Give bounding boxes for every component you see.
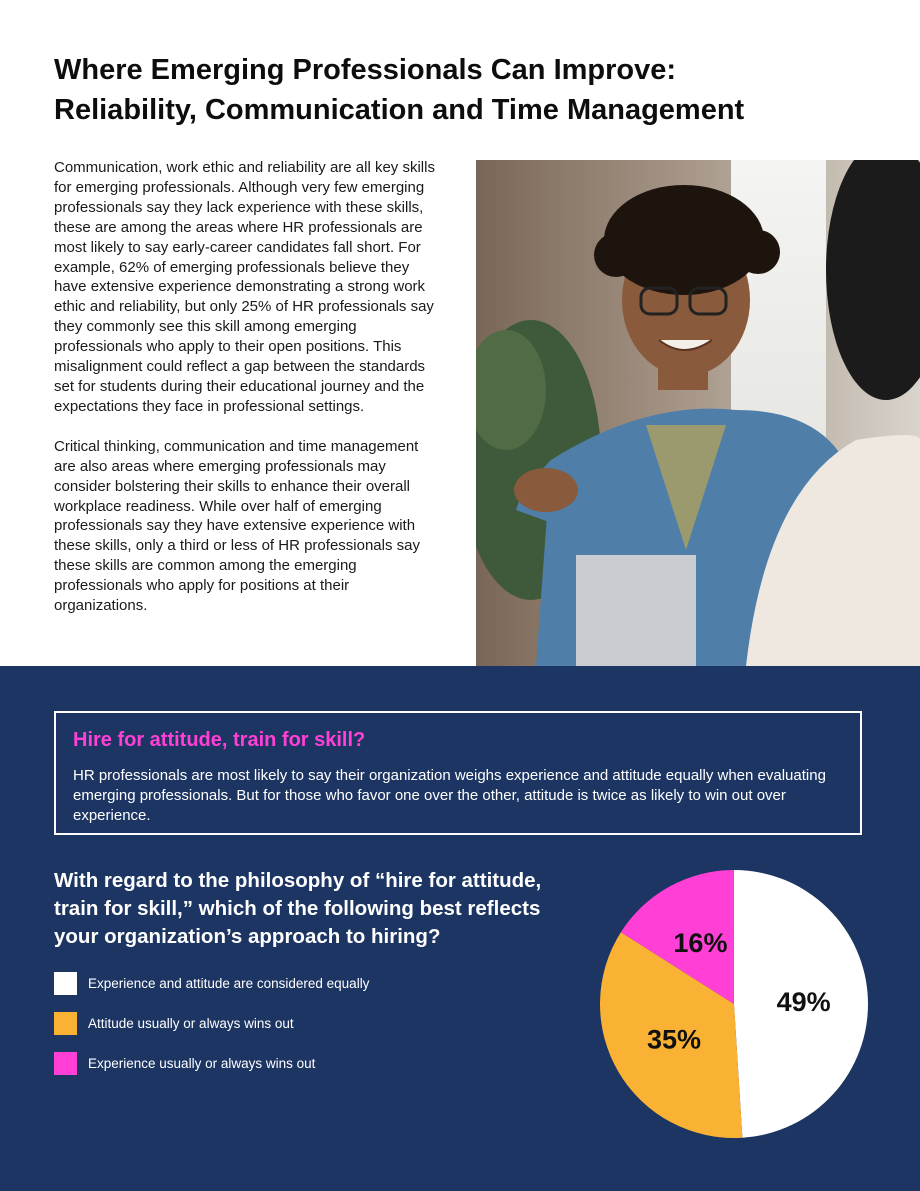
legend-swatch-orange bbox=[54, 1012, 77, 1035]
body-text bbox=[54, 158, 444, 636]
title-line-1: Where Emerging Professionals Can Improve: bbox=[54, 54, 677, 86]
legend-swatch-magenta bbox=[54, 1052, 77, 1075]
callout-text: HR professionals are most likely to say their organization weighs experience and attitude equally when evaluating emerging professionals. But for those who favor one over the other, attitude is twice as likely to win out over experience. bbox=[73, 767, 826, 824]
callout-heading: Hire for attitude, train for skill? bbox=[73, 729, 366, 751]
hiring-approach-pie-chart bbox=[596, 866, 872, 1142]
candidate-interview-photo bbox=[476, 160, 920, 666]
page-title bbox=[54, 50, 874, 130]
legend-swatch-white bbox=[54, 972, 77, 995]
legend-label: Attitude usually or always wins out bbox=[88, 1016, 294, 1031]
legend-label: Experience and attitude are considered equally bbox=[88, 976, 370, 991]
survey-question: With regard to the philosophy of “hire for attitude, train for skill,” which of the following best reflects your organization’s approach to hiring? bbox=[54, 869, 542, 948]
legend-label: Experience usually or always wins out bbox=[88, 1056, 316, 1071]
title-line-2: Reliability, Communication and Time Management bbox=[54, 94, 745, 126]
survey-panel bbox=[0, 666, 920, 1191]
body-paragraph-1: Communication, work ethic and reliability are all key skills for emerging professionals. Although very few emerging professionals say they lack experience with these skills, these are among the areas where HR professionals are most likely to say early-career candidates fall short. For example, 62% of emerging professionals believe they have extensive experience demonstrating a strong work ethic and reliability, but only 25% of HR professionals say they commonly see this skill among emerging professionals who apply to their open positions. This misalignment could reflect a gap between the standards set for students during their educational journey and the expectations they face in professional settings. bbox=[54, 159, 435, 415]
pie-label-attitude: 35% bbox=[647, 1024, 702, 1055]
body-paragraph-2: Critical thinking, communication and time management are also areas where emerging professionals may consider bolstering their skills to enhance their overall workplace readiness. While over half of emerging professionals say they have extensive experience with these skills, only a third or less of HR professionals say these skills are common among the emerging professionals who apply for positions at their organizations. bbox=[54, 437, 420, 615]
pie-label-equal: 49% bbox=[776, 986, 831, 1017]
callout-box bbox=[54, 711, 862, 835]
pie-label-experience: 16% bbox=[673, 927, 728, 958]
